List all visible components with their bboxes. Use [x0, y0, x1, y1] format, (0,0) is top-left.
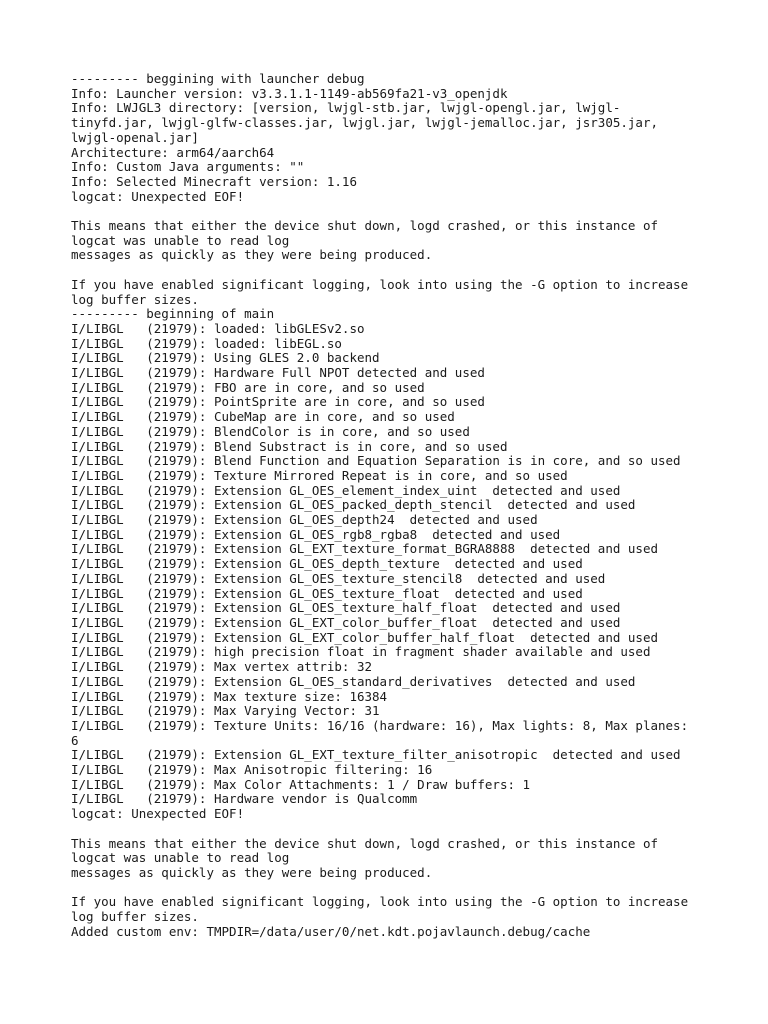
log-line: I/LIBGL (21979): CubeMap are in core, and so used: [71, 409, 455, 425]
log-line: I/LIBGL (21979): Max Varying Vector: 31: [71, 703, 380, 719]
log-line: I/LIBGL (21979): Max texture size: 16384: [71, 688, 388, 704]
log-line: I/LIBGL (21979): Extension GL_OES_texture_float detected and used: [71, 585, 583, 601]
log-line: I/LIBGL (21979): Texture Mirrored Repeat is in core, and so used: [71, 467, 568, 483]
log-line: I/LIBGL (21979): Extension GL_EXT_color_buffer_float detected and used: [71, 614, 621, 630]
log-line: I/LIBGL (21979): Extension GL_OES_packed_depth_stencil detected and used: [71, 497, 636, 513]
log-document: [71, 72, 711, 939]
log-line: If you have enabled significant logging, look into using the -G option to increase: [71, 276, 689, 292]
log-line: I/LIBGL (21979): Extension GL_OES_rgb8_rgba8 detected and used: [71, 526, 561, 542]
log-line: This means that either the device shut down, logd crashed, or this instance of: [71, 218, 658, 234]
log-line: I/LIBGL (21979): Extension GL_EXT_texture_filter_anisotropic detected and used: [71, 747, 681, 763]
log-line: [71, 204, 711, 219]
log-line: I/LIBGL (21979): PointSprite are in core, and so used: [71, 394, 485, 410]
log-line: --------- beggining with launcher debug: [71, 71, 365, 86]
log-line: I/LIBGL (21979): Extension GL_EXT_texture_format_BGRA8888 detected and used: [71, 541, 658, 557]
log-line: I/LIBGL (21979): loaded: libEGL.so: [71, 335, 342, 351]
log-line: I/LIBGL (21979): loaded: libGLESv2.so: [71, 320, 365, 336]
log-line: I/LIBGL (21979): Max Anisotropic filtering: 16: [71, 762, 433, 778]
log-line: logcat: Unexpected EOF!: [71, 806, 245, 822]
log-line: log buffer sizes.: [71, 909, 199, 925]
log-line: I/LIBGL (21979): Extension GL_OES_depth24 detected and used: [71, 512, 538, 528]
log-line: I/LIBGL (21979): Texture Units: 16/16 (hardware: 16), Max lights: 8, Max planes:: [71, 717, 689, 733]
log-line: lwjgl-openal.jar]: [71, 129, 199, 145]
log-line: Info: Launcher version: v3.3.1.1-1149-ab569fa21-v3_openjdk: [71, 85, 508, 101]
log-line: Info: Custom Java arguments: "": [71, 159, 305, 175]
log-line: I/LIBGL (21979): Extension GL_OES_texture_half_float detected and used: [71, 600, 621, 616]
log-line: If you have enabled significant logging, look into using the -G option to increase: [71, 894, 689, 910]
log-line: I/LIBGL (21979): Extension GL_EXT_color_buffer_half_float detected and used: [71, 629, 658, 645]
log-line: I/LIBGL (21979): Blend Function and Equation Separation is in core, and so used: [71, 453, 681, 469]
log-line: I/LIBGL (21979): Blend Substract is in core, and so used: [71, 438, 508, 454]
log-line: logcat was unable to read log: [71, 850, 290, 866]
log-line: tinyfd.jar, lwjgl-glfw-classes.jar, lwjgl.jar, lwjgl-jemalloc.jar, jsr305.jar,: [71, 115, 658, 131]
log-line: Added custom env: TMPDIR=/data/user/0/net.kdt.pojavlaunch.debug/cache: [71, 923, 591, 939]
log-line: 6: [71, 732, 79, 748]
log-line: Info: LWJGL3 directory: [version, lwjgl-stb.jar, lwjgl-opengl.jar, lwjgl-: [71, 100, 621, 116]
log-line: I/LIBGL (21979): Extension GL_OES_depth_texture detected and used: [71, 556, 583, 572]
log-line: Info: Selected Minecraft version: 1.16: [71, 173, 357, 189]
log-line: I/LIBGL (21979): Hardware vendor is Qualcomm: [71, 791, 418, 807]
log-line: logcat: Unexpected EOF!: [71, 188, 245, 204]
log-line: I/LIBGL (21979): Max vertex attrib: 32: [71, 659, 373, 675]
log-line: I/LIBGL (21979): FBO are in core, and so used: [71, 379, 425, 395]
log-line: I/LIBGL (21979): Hardware Full NPOT detected and used: [71, 365, 485, 381]
log-line: messages as quickly as they were being produced.: [71, 864, 433, 880]
log-line: I/LIBGL (21979): BlendColor is in core, and so used: [71, 423, 470, 439]
log-line: I/LIBGL (21979): high precision float in fragment shader available and used: [71, 644, 651, 660]
log-line: I/LIBGL (21979): Extension GL_OES_standard_derivatives detected and used: [71, 673, 636, 689]
log-line: messages as quickly as they were being produced.: [71, 247, 433, 263]
log-line: [71, 822, 711, 837]
log-line: logcat was unable to read log: [71, 232, 290, 248]
log-line: --------- beginning of main: [71, 306, 275, 322]
log-line: This means that either the device shut down, logd crashed, or this instance of: [71, 835, 658, 851]
log-line: [71, 263, 711, 278]
log-line: log buffer sizes.: [71, 291, 199, 307]
log-line: I/LIBGL (21979): Extension GL_OES_texture_stencil8 detected and used: [71, 570, 606, 586]
log-line: I/LIBGL (21979): Using GLES 2.0 backend: [71, 350, 380, 366]
log-line: [71, 881, 711, 896]
log-line: Architecture: arm64/aarch64: [71, 144, 275, 160]
log-line: I/LIBGL (21979): Max Color Attachments: 1 / Draw buffers: 1: [71, 776, 531, 792]
log-line: I/LIBGL (21979): Extension GL_OES_element_index_uint detected and used: [71, 482, 621, 498]
